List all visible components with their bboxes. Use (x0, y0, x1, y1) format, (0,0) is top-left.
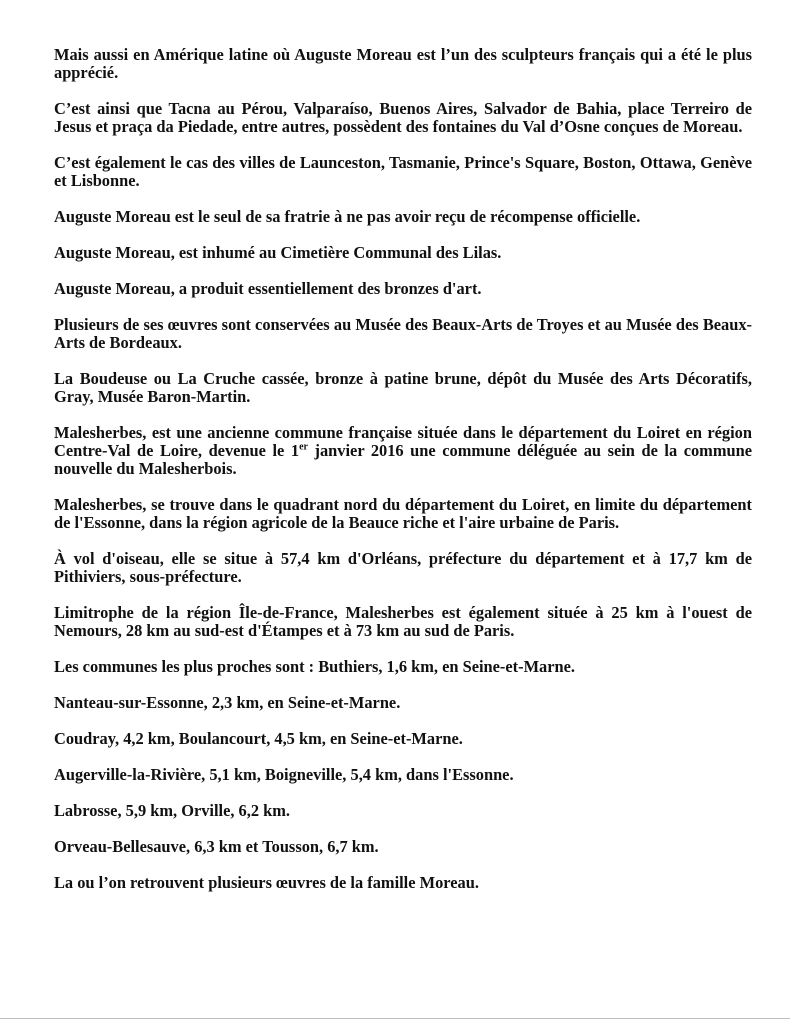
paragraph-ile-de-france: Limitrophe de la région Île-de-France, Malesherbes est également située à 25 km à l'ouest de Nemours, 28 km au sud-est d'Étampes et à 73 km au sud de Paris. (54, 603, 752, 640)
intro-superscript: er (299, 441, 308, 453)
paragraph-augerville: Augerville-la-Rivière, 5,1 km, Boigneville, 5,4 km, dans l'Essonne. (54, 765, 514, 784)
paragraph-la-boudeuse: La Boudeuse ou La Cruche cassée, bronze à patine brune, dépôt du Musée des Arts Décoratifs, Gray, Musée Baron-Martin. (54, 369, 752, 406)
intro-text-after: janvier 2016 une commune déléguée au sein de la commune nouvelle du Malesherbois. (54, 441, 752, 478)
paragraph-nanteau: Nanteau-sur-Essonne, 2,3 km, en Seine-et-Marne. (54, 693, 401, 712)
paragraph-malesherbes-intro (54, 424, 752, 478)
paragraph-orveau: Orveau-Bellesauve, 6,3 km et Tousson, 6,7 km. (54, 837, 379, 856)
paragraph-distances: À vol d'oiseau, elle se situe à 57,4 km d'Orléans, préfecture du département et à 17,7 km de Pithiviers, sous-préfecture. (54, 549, 752, 586)
paragraph-bronzes: Auguste Moreau, a produit essentiellement des bronzes d'art. (54, 279, 482, 298)
paragraph-labrosse: Labrosse, 5,9 km, Orville, 6,2 km. (54, 801, 290, 820)
paragraph-other-cities: C’est également le cas des villes de Launceston, Tasmanie, Prince's Square, Boston, Ottawa, Genève et Lisbonne. (54, 153, 752, 190)
document-body (54, 46, 752, 910)
intro-text-before: Malesherbes, est une ancienne commune française située dans le département du Loiret en région Centre-Val de Loire, devenue le 1 (54, 423, 752, 460)
paragraph-coudray: Coudray, 4,2 km, Boulancourt, 4,5 km, en Seine-et-Marne. (54, 729, 463, 748)
paragraph-no-award: Auguste Moreau est le seul de sa fratrie à ne pas avoir reçu de récompense officielle. (54, 207, 641, 226)
paragraph-museums: Plusieurs de ses œuvres sont conservées au Musée des Beaux-Arts de Troyes et au Musée des Beaux-Arts de Bordeaux. (54, 315, 752, 352)
paragraph-moreau-works: La ou l’on retrouvent plusieurs œuvres de la famille Moreau. (54, 873, 479, 892)
paragraph-location: Malesherbes, se trouve dans le quadrant nord du département du Loiret, en limite du département de l'Essonne, dans la région agricole de la Beauce riche et l'aire urbaine de Paris. (54, 495, 752, 532)
paragraph-latin-america: Mais aussi en Amérique latine où Auguste Moreau est l’un des sculpteurs français qui a été le plus apprécié. (54, 45, 752, 82)
paragraph-burial: Auguste Moreau, est inhumé au Cimetière Communal des Lilas. (54, 243, 502, 262)
paragraph-nearest-communes: Les communes les plus proches sont : Buthiers, 1,6 km, en Seine-et-Marne. (54, 657, 575, 676)
paragraph-fountains: C’est ainsi que Tacna au Pérou, Valparaíso, Buenos Aires, Salvador de Bahia, place Terreiro de Jesus et praça da Piedade, entre autres, possèdent des fontaines du Val d’Osne conçues de Moreau. (54, 99, 752, 136)
page-bottom-rule (0, 1018, 790, 1019)
